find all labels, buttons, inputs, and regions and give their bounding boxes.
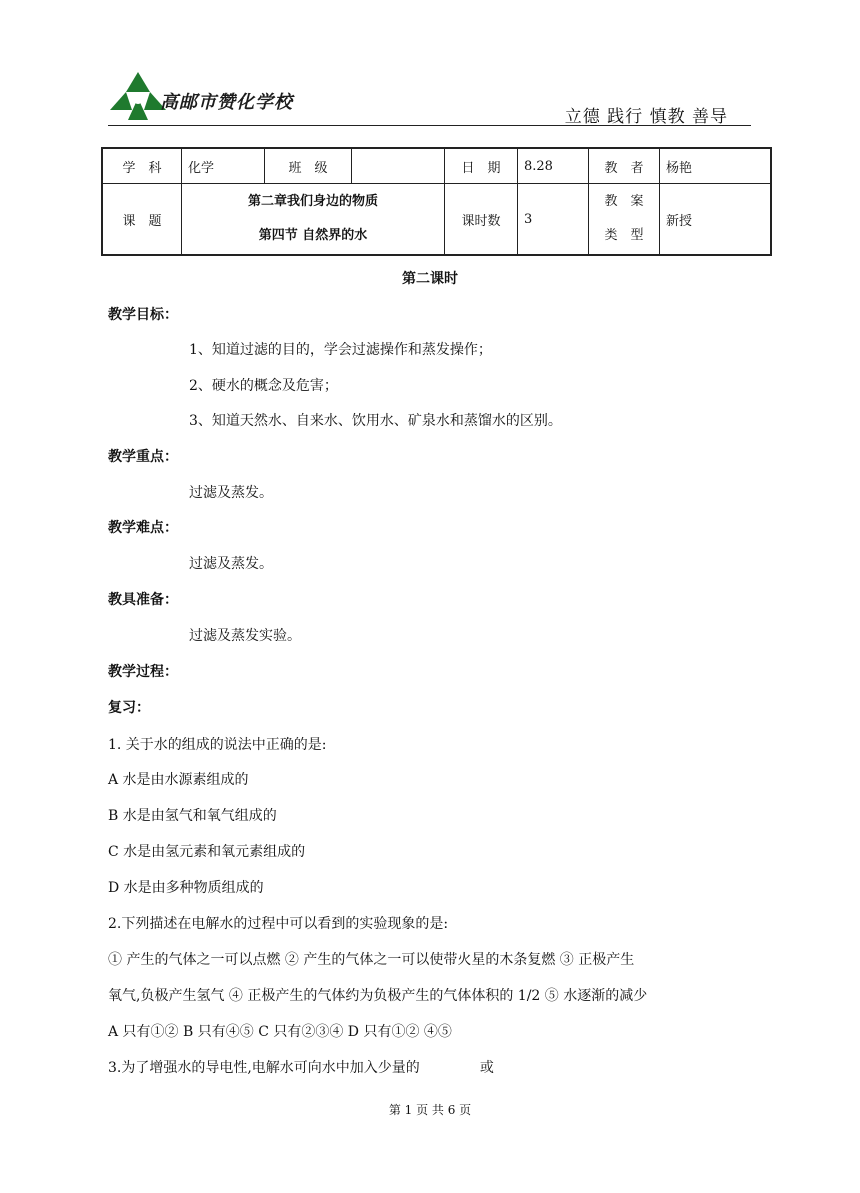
hours-value: 3 — [518, 184, 589, 256]
question-2-statements-line-1: ① 产生的气体之一可以点燃 ② 产生的气体之一可以使带火星的木条复燃 ③ 正极产生 — [108, 952, 635, 968]
plan-type-value: 新授 — [660, 184, 772, 256]
subject-label: 学 科 — [102, 148, 182, 184]
key-points-heading: 教学重点： — [108, 449, 178, 465]
teacher-value: 杨艳 — [660, 148, 772, 184]
materials-heading: 教具准备： — [108, 592, 178, 608]
question-3 — [108, 1057, 494, 1077]
question-2-statements-line-2: 氧气,负极产生氢气 ④ 正极产生的气体约为负极产生的气体体积的 1/2 ⑤ 水逐渐的减少 — [108, 988, 648, 1004]
materials-text: 过滤及蒸发实验。 — [189, 628, 301, 644]
question-1-option: C 水是由氢元素和氧元素组成的 — [108, 844, 306, 860]
difficulties-text: 过滤及蒸发。 — [189, 556, 273, 572]
class-value — [352, 148, 445, 184]
question-1: 1. 关于水的组成的说法中正确的是: — [108, 737, 327, 753]
objective-item: 1、知道过滤的目的，学会过滤操作和蒸发操作； — [189, 342, 492, 358]
date-label: 日 期 — [445, 148, 518, 184]
plan-type-label-2: 类 型 — [604, 228, 644, 243]
objectives-heading: 教学目标： — [108, 307, 178, 323]
objective-item: 3、知道天然水、自来水、饮用水、矿泉水和蒸馏水的区别。 — [189, 413, 562, 429]
header-divider — [108, 125, 751, 126]
objective-item: 2、硬水的概念及危害； — [189, 378, 338, 394]
process-heading: 教学过程： — [108, 664, 178, 680]
plan-type-label — [589, 184, 660, 256]
topic-label: 课 题 — [102, 184, 182, 256]
table-row — [102, 148, 771, 184]
question-3-part-2: 或 — [479, 1060, 494, 1076]
date-value: 8.28 — [518, 148, 589, 184]
question-1-option: D 水是由多种物质组成的 — [108, 880, 264, 896]
table-row — [102, 184, 771, 256]
question-2-options: A 只有①② B 只有④⑤ C 只有②③④ D 只有①② ④⑤ — [108, 1024, 452, 1040]
school-logo-icon — [108, 70, 168, 125]
question-1-option: A 水是由水源素组成的 — [108, 772, 249, 788]
plan-type-label-1: 教 案 — [604, 194, 644, 209]
teacher-label: 教 者 — [589, 148, 660, 184]
class-label: 班 级 — [265, 148, 352, 184]
review-heading: 复习： — [108, 700, 150, 716]
question-2: 2.下列描述在电解水的过程中可以看到的实验现象的是: — [108, 916, 449, 932]
topic-line-1: 第二章我们身边的物质 — [247, 194, 378, 209]
page-footer: 第 1 页 共 6 页 — [388, 1103, 472, 1117]
hours-label: 课时数 — [445, 184, 518, 256]
difficulties-heading: 教学难点： — [108, 520, 178, 536]
topic-line-2: 第四节 自然界的水 — [258, 228, 368, 243]
school-name: 高邮市赞化学校 — [160, 92, 293, 113]
lesson-info-table — [101, 147, 772, 256]
school-motto: 立德 践行 慎教 善导 — [564, 107, 728, 127]
question-3-part-1: 3.为了增强水的导电性,电解水可向水中加入少量的 — [108, 1060, 420, 1076]
lesson-title: 第二课时 — [402, 271, 458, 287]
question-1-option: B 水是由氢气和氧气组成的 — [108, 808, 277, 824]
key-points-text: 过滤及蒸发。 — [189, 485, 273, 501]
subject-value: 化学 — [182, 148, 265, 184]
topic-value — [182, 184, 445, 256]
